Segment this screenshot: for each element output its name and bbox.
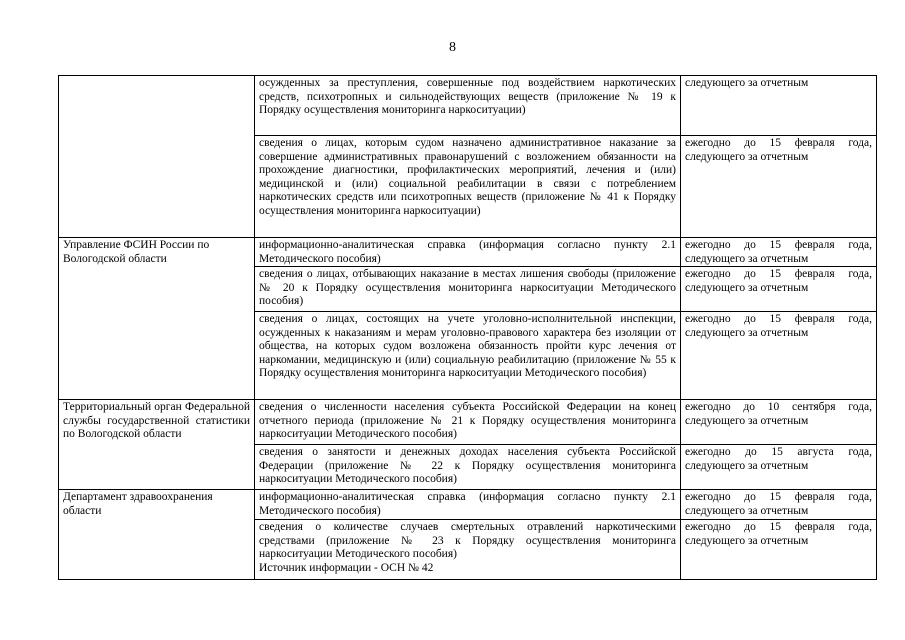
table-row (59, 490, 877, 520)
table-row (59, 238, 877, 267)
organization-cell (59, 520, 255, 580)
table-row (59, 400, 877, 445)
deadline-cell: ежегодно до 15 февраля года, следующего за отчетным (681, 136, 877, 238)
information-text: сведения о количестве случаев смертельных отравлений наркотическими средствами (приложение № 23 к Порядку осуществления мониторинга наркоситуации Методического пособия) (259, 521, 676, 560)
information-cell: сведения о численности населения субъекта Российской Федерации на конец отчетного периода (приложение № 21 к Порядку осуществления мониторинга наркоситуации Методического пособия) (255, 400, 681, 445)
page-number: 8 (449, 40, 456, 55)
table-row (59, 445, 877, 490)
organization-cell: Департамент здравоохранения области (59, 490, 255, 520)
information-cell: информационно-аналитическая справка (информация согласно пункту 2.1 Методического пособия) (255, 490, 681, 520)
information-cell: сведения о лицах, которым судом назначено административное наказание за совершение административных правонарушений с возложением обязанности на прохождение диагностики, профилактических мероприятий, лечения и (или) медицинской и (или) социальной реабилитации в связи с потреблением наркотических средств или психотропных веществ (приложение № 41 к Порядку осуществления мониторинга наркоситуации) (255, 136, 681, 238)
organization-cell (59, 312, 255, 400)
organization-cell: Территориальный орган Федеральной службы государственной статистики по Вологодской области (59, 400, 255, 445)
organization-cell (59, 267, 255, 312)
information-cell: информационно-аналитическая справка (информация согласно пункту 2.1 Методического пособия) (255, 238, 681, 267)
organization-cell: Управление ФСИН России по Вологодской области (59, 238, 255, 267)
organization-cell (59, 136, 255, 238)
table-row (59, 136, 877, 238)
monitoring-table (58, 75, 877, 580)
organization-cell (59, 445, 255, 490)
deadline-cell: ежегодно до 15 февраля года, следующего за отчетным (681, 267, 877, 312)
information-cell: сведения о лицах, состоящих на учете уголовно-исполнительной инспекции, осужденных к наказаниям и мерам уголовно-правового характера без изоляции от общества, на которых судом возложена обязанность пройти курс лечения от наркомании, медицинскую и (или) социальную реабилитацию (приложение № 55 к Порядку осуществления мониторинга наркоситуации Методического пособия) (255, 312, 681, 400)
deadline-cell: ежегодно до 15 февраля года, следующего за отчетным (681, 490, 877, 520)
organization-cell (59, 76, 255, 136)
deadline-cell: ежегодно до 15 февраля года, следующего за отчетным (681, 520, 877, 580)
information-cell: сведения о лицах, отбывающих наказание в местах лишения свободы (приложение № 20 к Порядку осуществления мониторинга наркоситуации Методического пособия) (255, 267, 681, 312)
deadline-cell: ежегодно до 15 февраля года, следующего за отчетным (681, 238, 877, 267)
table-row (59, 267, 877, 312)
table-row (59, 76, 877, 136)
deadline-cell: ежегодно до 15 февраля года, следующего за отчетным (681, 312, 877, 400)
deadline-cell: ежегодно до 15 августа года, следующего за отчетным (681, 445, 877, 490)
information-source: Источник информации - ОСН № 42 (259, 561, 434, 574)
deadline-cell: ежегодно до 10 сентября года, следующего за отчетным (681, 400, 877, 445)
table-row (59, 312, 877, 400)
information-cell: осужденных за преступления, совершенные под воздействием наркотических средств, психотропных и сильнодействующих веществ (приложение № 19 к Порядку осуществления мониторинга наркоситуации) (255, 76, 681, 136)
information-cell (255, 520, 681, 580)
information-cell: сведения о занятости и денежных доходах населения субъекта Российской Федерации (приложение № 22 к Порядку осуществления мониторинга наркоситуации Методического пособия) (255, 445, 681, 490)
table-row (59, 520, 877, 580)
deadline-cell: следующего за отчетным (681, 76, 877, 136)
